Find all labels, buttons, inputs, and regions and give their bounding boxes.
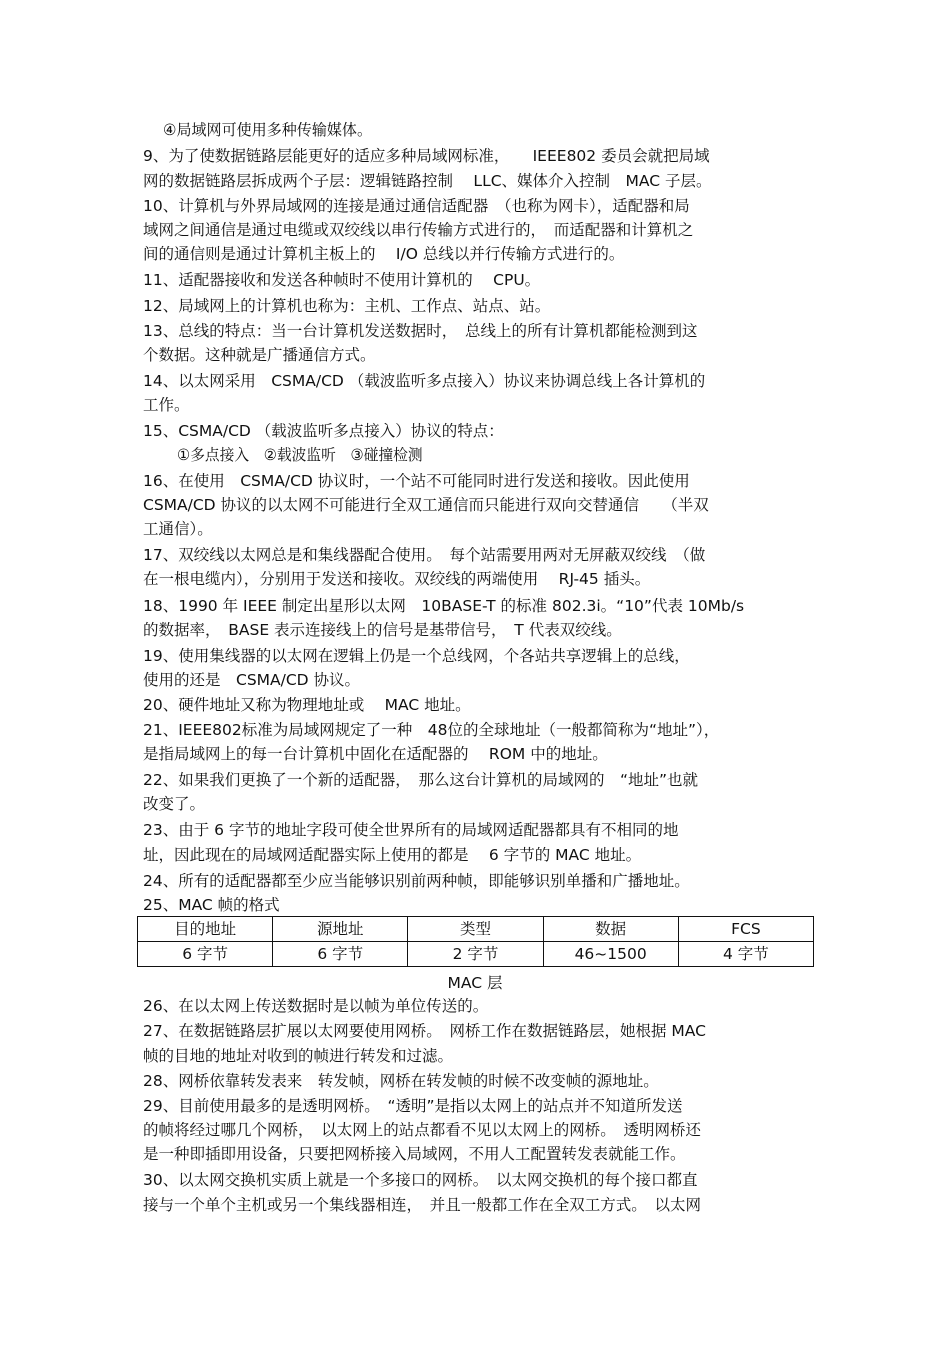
text-line: 间的通信则是通过计算机主板上的 I/O 总线以并行传输方式进行的。 bbox=[143, 245, 625, 263]
text-line: 12、局域网上的计算机也称为：主机、工作点、站点、站。 bbox=[143, 297, 551, 315]
table-cell: 数据 bbox=[543, 917, 678, 942]
text-line: 21、IEEE802标准为局域网规定了一种 48位的全球地址（一般都简称为“地址”）， bbox=[143, 721, 720, 739]
table-cell: 2 字节 bbox=[408, 942, 543, 967]
text-line: 使用的还是 CSMA/CD 协议。 bbox=[143, 671, 361, 689]
text-line: 网的数据链路层拆成两个子层：逻辑链路控制 LLC、媒体介入控制 MAC 子层。 bbox=[143, 172, 712, 190]
table-cell: FCS bbox=[678, 917, 813, 942]
table-row bbox=[138, 942, 814, 967]
text-line: CSMA/CD 协议的以太网不可能进行全双工通信而只能进行双向交替通信 （半双 bbox=[143, 496, 709, 514]
text-line: 15、CSMA/CD （载波监听多点接入）协议的特点： bbox=[143, 422, 504, 440]
text-line: 改变了。 bbox=[143, 795, 206, 813]
text-line: 18、1990 年 IEEE 制定出星形以太网 10BASE-T 的标准 802.3i。“10”代表 10Mb/s bbox=[143, 597, 745, 615]
text-line: ④局域网可使用多种传输媒体。 bbox=[163, 121, 372, 139]
text-line: 29、目前使用最多的是透明网桥。 “透明”是指以太网上的站点并不知道所发送 bbox=[143, 1097, 683, 1115]
text-line: 27、在数据链路层扩展以太网要使用网桥。 网桥工作在数据链路层，她根据 MAC bbox=[143, 1022, 706, 1040]
text-line: 帧的目地的地址对收到的帧进行转发和过滤。 bbox=[143, 1047, 454, 1065]
text-line: 址，因此现在的局域网适配器实际上使用的都是 6 字节的 MAC 地址。 bbox=[143, 846, 642, 864]
table-cell: 6 字节 bbox=[273, 942, 408, 967]
table-caption: MAC 层 bbox=[447, 974, 503, 992]
text-line: 24、所有的适配器都至少应当能够识别前两种帧，即能够识别单播和广播地址。 bbox=[143, 872, 690, 890]
text-line: 是一种即插即用设备，只要把网桥接入局域网，不用人工配置转发表就能工作。 bbox=[143, 1145, 686, 1163]
table-cell: 6 字节 bbox=[138, 942, 273, 967]
text-line: 28、网桥依靠转发表来 转发帧，网桥在转发帧的时候不改变帧的源地址。 bbox=[143, 1072, 659, 1090]
text-line: ①多点接入 ②载波监听 ③碰撞检测 bbox=[177, 446, 423, 464]
text-line: 23、由于 6 字节的地址字段可使全世界所有的局域网适配器都具有不相同的地 bbox=[143, 821, 679, 839]
text-line: 的帧将经过哪几个网桥， 以太网上的站点都看不见以太网上的网桥。 透明网桥还 bbox=[143, 1121, 702, 1139]
text-line: 10、计算机与外界局域网的连接是通过通信适配器 （也称为网卡），适配器和局 bbox=[143, 197, 690, 215]
text-line: 工通信）。 bbox=[143, 520, 213, 538]
text-line: 工作。 bbox=[143, 396, 190, 414]
text-line: 14、以太网采用 CSMA/CD （载波监听多点接入）协议来协调总线上各计算机的 bbox=[143, 372, 706, 390]
text-line: 11、适配器接收和发送各种帧时不使用计算机的 CPU。 bbox=[143, 271, 541, 289]
text-line: 13、总线的特点：当一台计算机发送数据时， 总线上的所有计算机都能检测到这 bbox=[143, 322, 698, 340]
text-line: 30、以太网交换机实质上就是一个多接口的网桥。 以太网交换机的每个接口都直 bbox=[143, 1171, 698, 1189]
text-line: 25、MAC 帧的格式 bbox=[143, 896, 280, 914]
text-line: 9、为了使数据链路层能更好的适应多种局域网标准， IEEE802 委员会就把局域 bbox=[143, 147, 710, 165]
text-line: 是指局域网上的每一台计算机中固化在适配器的 ROM 中的地址。 bbox=[143, 745, 608, 763]
text-line: 22、如果我们更换了一个新的适配器， 那么这台计算机的局域网的 “地址”也就 bbox=[143, 771, 699, 789]
text-line: 17、双绞线以太网总是和集线器配合使用。 每个站需要用两对无屏蔽双绞线 （做 bbox=[143, 546, 706, 564]
text-line: 20、硬件地址又称为物理地址或 MAC 地址。 bbox=[143, 696, 471, 714]
table-header-row bbox=[138, 917, 814, 942]
table-cell: 源地址 bbox=[273, 917, 408, 942]
text-line: 个数据。这种就是广播通信方式。 bbox=[143, 346, 376, 364]
table-cell: 类型 bbox=[408, 917, 543, 942]
table-cell: 46~1500 bbox=[543, 942, 678, 967]
mac-frame-table bbox=[137, 916, 814, 967]
text-line: 的数据率， BASE 表示连接线上的信号是基带信号， T 代表双绞线。 bbox=[143, 621, 622, 639]
text-line: 26、在以太网上传送数据时是以帧为单位传送的。 bbox=[143, 997, 489, 1015]
text-line: 在一根电缆内），分别用于发送和接收。双绞线的两端使用 RJ-45 插头。 bbox=[143, 570, 651, 588]
text-line: 接与一个单个主机或另一个集线器相连， 并且一般都工作在全双工方式。 以太网 bbox=[143, 1196, 702, 1214]
table-cell: 4 字节 bbox=[678, 942, 813, 967]
text-line: 域网之间通信是通过电缆或双绞线以串行传输方式进行的， 而适配器和计算机之 bbox=[143, 221, 694, 239]
table-cell: 目的地址 bbox=[138, 917, 273, 942]
text-line: 19、使用集线器的以太网在逻辑上仍是一个总线网，个各站共享逻辑上的总线， bbox=[143, 647, 690, 665]
text-line: 16、在使用 CSMA/CD 协议时，一个站不可能同时进行发送和接收。因此使用 bbox=[143, 472, 690, 490]
